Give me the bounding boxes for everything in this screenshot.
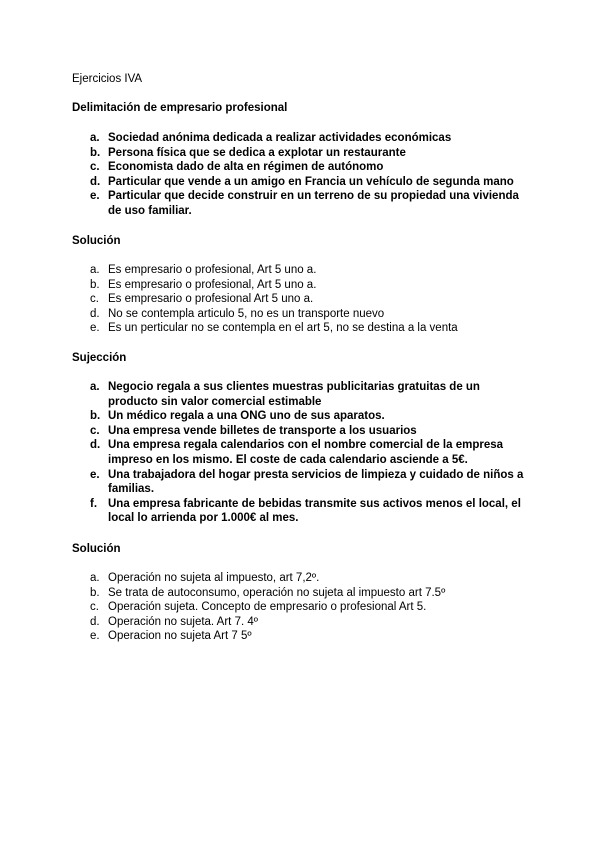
list-marker: c. <box>90 424 100 437</box>
list-delimitacion <box>72 131 532 219</box>
list-marker: c. <box>90 601 99 614</box>
list-item <box>72 629 532 644</box>
list-item <box>72 468 532 497</box>
list-solucion-2 <box>72 571 532 644</box>
list-item <box>72 307 532 322</box>
list-item <box>72 292 532 307</box>
list-marker: e. <box>90 190 100 203</box>
list-item <box>72 380 532 409</box>
list-marker: b. <box>90 586 100 599</box>
list-item-text: Operación no sujeta al impuesto, art 7,2º. <box>108 572 320 584</box>
section-heading-solucion-1: Solución <box>72 235 121 247</box>
list-marker: a. <box>90 132 100 144</box>
list-marker: b. <box>90 410 101 423</box>
list-item <box>72 600 532 615</box>
list-item-text: No se contempla articulo 5, no es un transporte nuevo <box>108 307 385 320</box>
list-item <box>72 571 532 586</box>
list-item <box>72 175 532 190</box>
list-item-text: Negocio regala a sus clientes muestras publicitarias gratuitas de un producto sin valor comercial estimable <box>108 381 480 408</box>
list-marker: c. <box>90 161 100 174</box>
list-item-text: Es empresario o profesional, Art 5 uno a. <box>108 278 317 291</box>
document-title: Ejercicios IVA <box>72 73 143 85</box>
section-heading-solucion-2: Solución <box>72 543 121 555</box>
list-item-text: Se trata de autoconsumo, operación no sujeta al impuesto art 7.5º <box>108 586 446 599</box>
list-item-text: Particular que decide construir en un terreno de su propiedad una vivienda de uso familiar. <box>108 190 519 217</box>
list-item <box>72 409 532 424</box>
list-item-text: Es un perticular no se contempla en el art 5, no se destina a la venta <box>108 322 458 335</box>
list-marker: e. <box>90 322 100 335</box>
list-item-text: Una empresa vende billetes de transporte a los usuarios <box>108 424 417 437</box>
list-marker: a. <box>90 572 100 584</box>
list-item <box>72 586 532 601</box>
list-item <box>72 615 532 630</box>
list-item <box>72 438 532 467</box>
list-item <box>72 189 532 218</box>
list-marker: a. <box>90 381 100 393</box>
list-item-text: Operación no sujeta. Art 7. 4º <box>108 615 258 628</box>
list-sujeccion <box>72 380 532 526</box>
list-item-text: Persona física que se dedica a explotar un restaurante <box>108 146 406 159</box>
list-marker: f. <box>90 497 98 510</box>
list-solucion-1 <box>72 263 532 336</box>
list-item <box>72 263 532 278</box>
list-item <box>72 160 532 175</box>
list-item <box>72 497 532 526</box>
section-heading-sujeccion: Sujección <box>72 352 127 364</box>
list-item-text: Particular que vende a un amigo en Francia un vehículo de segunda mano <box>108 175 514 188</box>
list-item-text: Un médico regala a una ONG uno de sus aparatos. <box>108 410 385 423</box>
list-item <box>72 146 532 161</box>
list-marker: d. <box>90 175 101 188</box>
list-marker: d. <box>90 615 100 628</box>
section-heading-delimitacion: Delimitación de empresario profesional <box>72 102 288 114</box>
list-item-text: Una empresa regala calendarios con el nombre comercial de la empresa impreso en los mismo. El coste de cada calendario asciende a 5€. <box>108 439 504 466</box>
list-item-text: Una empresa fabricante de bebidas transmite sus activos menos el local, el local lo arrienda por 1.000€ al mes. <box>108 497 521 525</box>
list-item <box>72 424 532 439</box>
list-marker: a. <box>90 264 100 276</box>
list-marker: e. <box>90 630 100 643</box>
list-item-text: Operacion no sujeta Art 7 5º <box>108 630 252 643</box>
list-item-text: Una trabajadora del hogar presta servicios de limpieza y cuidado de niños a familias. <box>108 468 524 496</box>
list-marker: d. <box>90 439 101 452</box>
list-marker: b. <box>90 278 100 291</box>
list-marker: b. <box>90 146 101 159</box>
list-item-text: Sociedad anónima dedicada a realizar actividades económicas <box>108 132 452 144</box>
list-item-text: Operación sujeta. Concepto de empresario o profesional Art 5. <box>108 601 427 614</box>
list-item <box>72 278 532 293</box>
list-item-text: Es empresario o profesional Art 5 uno a. <box>108 293 314 306</box>
list-marker: e. <box>90 468 100 481</box>
list-item <box>72 321 532 336</box>
list-marker: c. <box>90 293 99 306</box>
list-item <box>72 131 532 146</box>
list-item-text: Es empresario o profesional, Art 5 uno a. <box>108 264 317 276</box>
list-item-text: Economista dado de alta en régimen de autónomo <box>108 161 384 174</box>
list-marker: d. <box>90 307 100 320</box>
